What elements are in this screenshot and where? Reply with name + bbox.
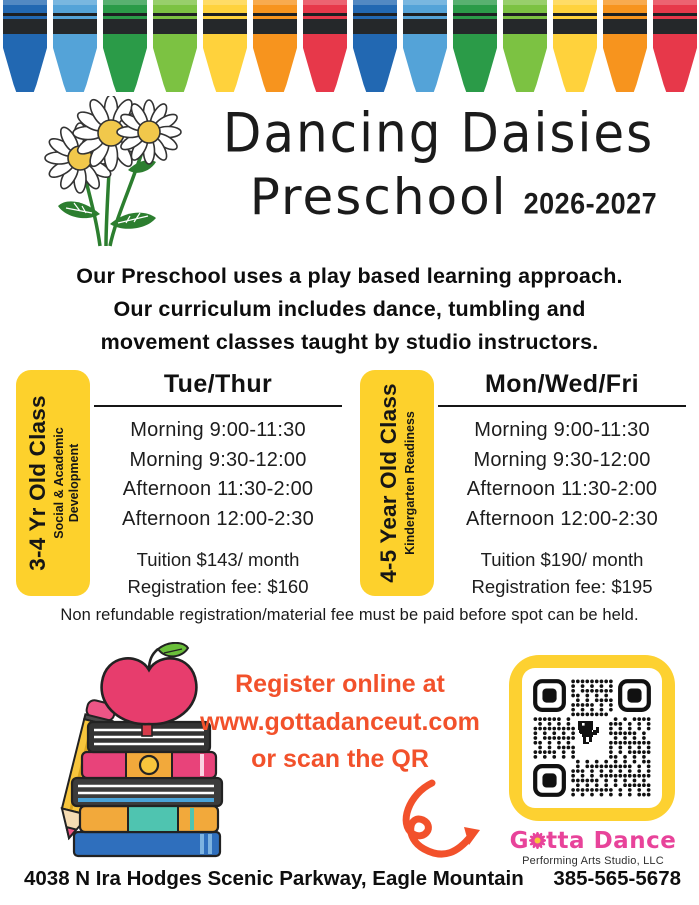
intro-paragraph [8, 260, 691, 359]
class-time: Morning 9:30-12:00 [129, 448, 307, 471]
crayon-icon [203, 0, 247, 92]
crayon-icon [453, 0, 497, 92]
class-time: Afternoon 11:30-2:00 [122, 478, 314, 500]
address: 4038 N Ira Hodges Scenic Parkway, Eagle Mountain [24, 867, 524, 890]
class-time: Morning 9:00-11:30 [474, 419, 650, 441]
register-line: or scan the QR [251, 745, 429, 773]
crayon-icon [503, 0, 547, 92]
class-schedules [16, 370, 690, 600]
intro-line: movement classes taught by studio instructors. [100, 330, 599, 354]
class-age-label: 3-4 Yr Old Class [24, 395, 50, 571]
intro-line: Our Preschool uses a play based learning approach. [76, 264, 623, 288]
register-callout [190, 666, 490, 779]
class-focus-label: Kindergarten Readiness [403, 411, 417, 555]
footer [24, 867, 681, 891]
crayon-icon [353, 0, 397, 92]
qr-code [508, 654, 676, 822]
flyer-title [186, 96, 691, 256]
class-time: Afternoon 12:00-2:30 [466, 507, 658, 530]
logo-row [36, 96, 691, 256]
class-days-header: Tue/Thur [94, 370, 342, 407]
flower-icon [529, 832, 546, 849]
intro-line: Our curriculum includes dance, tumbling and [113, 297, 586, 321]
class-time: Afternoon 12:00-2:30 [122, 507, 314, 530]
registration-fee: Registration fee: $195 [471, 575, 653, 597]
crayon-icon [53, 0, 97, 92]
class-age-label: 4-5 Year Old Class [376, 383, 401, 583]
title-line1: Dancing Daisies [222, 102, 655, 165]
title-line2: Preschool [249, 168, 508, 226]
crayon-icon [3, 0, 47, 92]
crayon-icon [153, 0, 197, 92]
class-time: Morning 9:00-11:30 [130, 419, 306, 441]
studio-name: G tta Dance [509, 828, 677, 854]
class-days-header: Mon/Wed/Fri [438, 370, 686, 407]
class-label-pill [360, 370, 434, 596]
studio-logo [508, 828, 678, 867]
non-refundable-note: Non refundable registration/material fee must be paid before spot can be held. [60, 606, 639, 624]
crayon-icon [403, 0, 447, 92]
tuition-amount: Tuition $190/ month [480, 549, 644, 570]
crayon-icon [603, 0, 647, 92]
phone-number: 385-565-5678 [553, 867, 681, 890]
class-time: Afternoon 11:30-2:00 [466, 478, 658, 500]
class-column-3-4 [16, 370, 346, 600]
bottom-section [0, 640, 699, 866]
crayon-border [0, 0, 699, 92]
class-column-4-5 [360, 370, 690, 600]
studio-subtitle: Performing Arts Studio, LLC [522, 855, 664, 867]
registration-fee: Registration fee: $160 [127, 575, 309, 597]
class-time: Morning 9:30-12:00 [473, 448, 651, 471]
crayon-icon [103, 0, 147, 92]
daisy-bouquet-icon [36, 96, 186, 252]
school-years: 2026-2027 [523, 186, 658, 220]
qr-block [508, 654, 678, 867]
tuition-amount: Tuition $143/ month [136, 549, 300, 570]
crayon-icon [303, 0, 347, 92]
class-focus-label: Social & Academic Development [51, 427, 81, 539]
class-label-pill [16, 370, 90, 596]
registration-url[interactable]: www.gottadanceut.com [200, 707, 480, 736]
crayon-icon [653, 0, 697, 92]
crayon-icon [253, 0, 297, 92]
register-line: Register online at [235, 670, 445, 698]
curly-arrow-icon [372, 778, 484, 866]
crayon-icon [553, 0, 597, 92]
